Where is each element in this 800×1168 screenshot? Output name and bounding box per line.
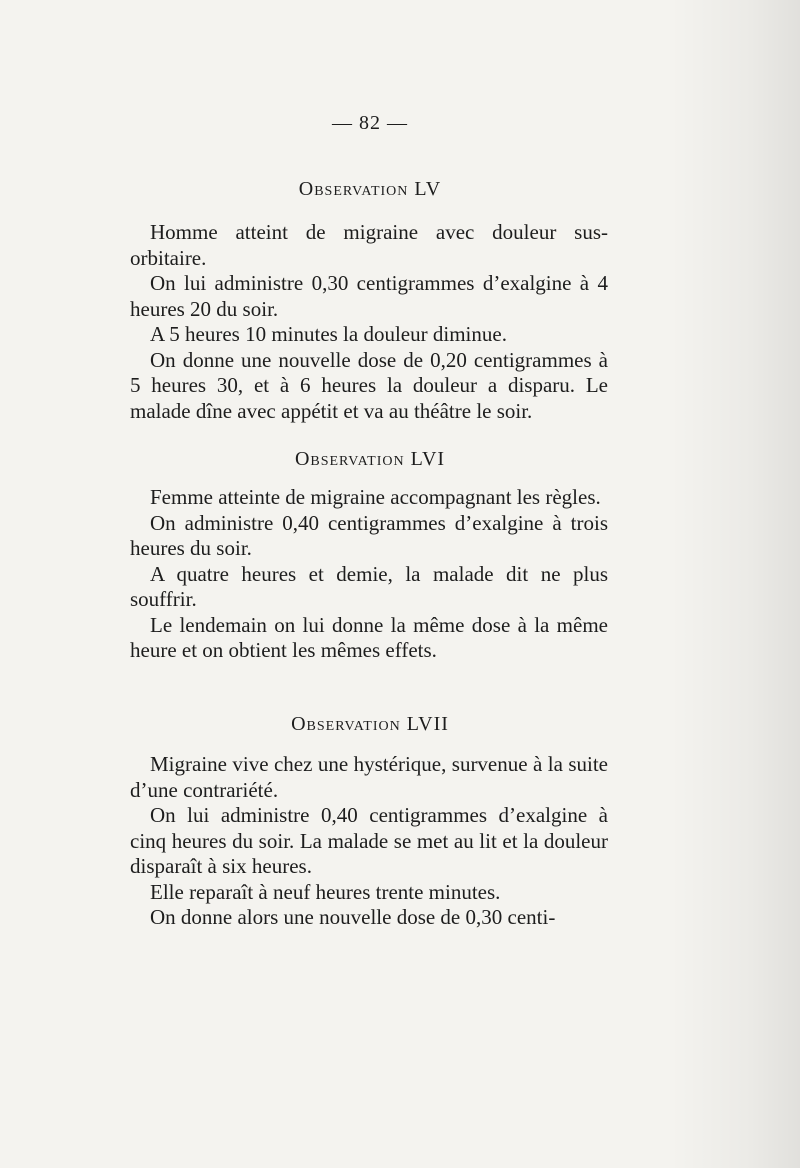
observation-title-lvii: Observation LVII — [291, 713, 449, 735]
observation-body-lvi — [130, 485, 608, 664]
paragraph: Homme atteint de migraine avec douleur sus-orbitaire. — [130, 220, 608, 270]
observation-title-lvi: Observation LVI — [294, 448, 446, 470]
observation-body-lv — [130, 220, 608, 424]
paragraph: A quatre heures et demie, la malade dit ne plus souffrir. — [130, 561, 608, 611]
paragraph: Femme atteinte de migraine accompagnant les règles. — [150, 485, 601, 509]
page-edge-shadow — [670, 0, 800, 1168]
paragraph: On lui administre 0,40 centigrammes d’exalgine à cinq heures du soir. La malade se met au lit et la douleur disparaît à six heures. — [130, 803, 608, 878]
paragraph: Le lendemain on lui donne la même dose à la même heure et on obtient les mêmes effets. — [130, 612, 608, 662]
paragraph: On administre 0,40 centigrammes d’exalgine à trois heures du soir. — [130, 510, 608, 560]
paragraph: A 5 heures 10 minutes la douleur diminue. — [150, 322, 507, 346]
observation-title-lv: Observation LV — [298, 178, 442, 200]
paragraph: On donne alors une nouvelle dose de 0,30 centi- — [150, 905, 556, 929]
paragraph: Elle reparaît à neuf heures trente minutes. — [150, 879, 501, 904]
paragraph: On donne une nouvelle dose de 0,20 centigrammes à 5 heures 30, et à 6 heures la douleur a disparu. Le malade dîne avec appétit et va au théâtre le soir. — [130, 347, 608, 423]
paragraph: On lui administre 0,30 centigrammes d’exalgine à 4 heures 20 du soir. — [130, 271, 608, 321]
observation-body-lvii — [130, 752, 608, 931]
paragraph: Migraine vive chez une hystérique, survenue à la suite d’une contrariété. — [130, 752, 608, 802]
page-number: — 82 — — [332, 112, 408, 134]
